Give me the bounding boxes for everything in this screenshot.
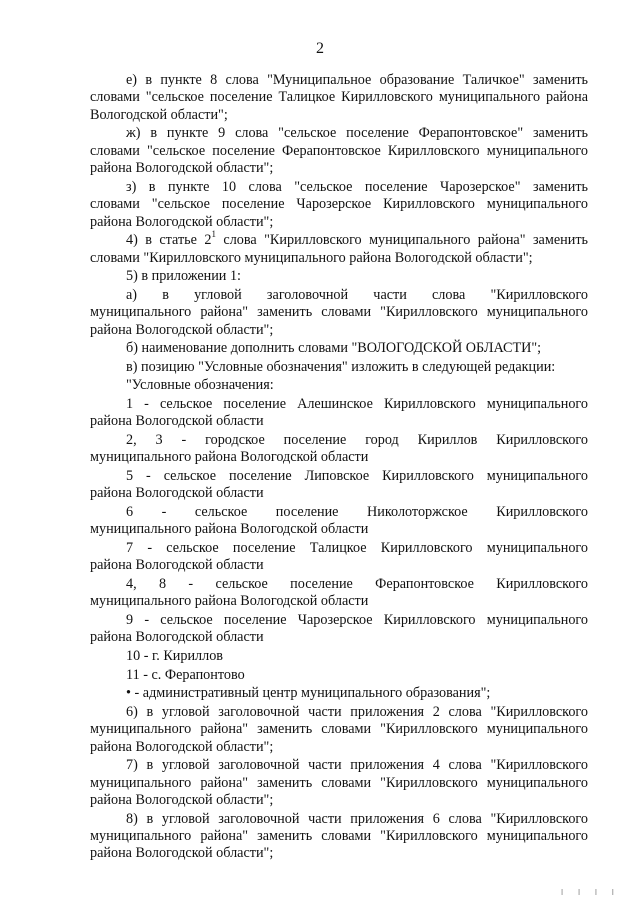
paragraph-5a: а) в угловой заголовочной части слова "Кирилловского муниципального района" заменить словами "Кирилловского муниципального района Вологодской области"; [90, 286, 588, 338]
legend-item-4-8: 4, 8 - сельское поселение Ферапонтовское Кирилловского муниципального района Вологодской области [90, 576, 588, 610]
page-number: 2 [316, 40, 324, 57]
paragraph-5: 5) в приложении 1: [126, 268, 241, 285]
paragraph-8: 8) в угловой заголовочной части приложения 6 слова "Кирилловского муниципального района" заменить словами "Кирилловского муниципального района Вологодской области"; [90, 810, 588, 862]
legend-item-10: 10 - г. Кириллов [126, 648, 224, 664]
paragraph-5b: б) наименование дополнить словами "ВОЛОГОДСКОЙ ОБЛАСТИ"; [126, 340, 542, 357]
paragraph-6: 6) в угловой заголовочной части приложения 2 слова "Кирилловского муниципального района" заменить словами "Кирилловского муниципального района Вологодской области"; [90, 703, 588, 755]
legend-item-6: 6 - сельское поселение Николоторжское Кирилловского муниципального района Вологодской области [90, 504, 588, 538]
paragraph-4: 4) в статье $2^1$ слова "Кирилловского муниципального района" заменить словами "Кирилловского муниципального района Вологодской области"; [90, 229, 588, 266]
legend-item-2-3: 2, 3 - городское поселение город Кириллов Кирилловского муниципального района Вологодской области [90, 432, 588, 466]
legend-item-9: 9 - сельское поселение Чарозерское Кирилловского муниципального района Вологодской области [90, 612, 588, 646]
paragraph-7: 7) в угловой заголовочной части приложения 4 слова "Кирилловского муниципального района" заменить словами "Кирилловского муниципального района Вологодской области"; [90, 757, 588, 808]
legend-item-11: 11 - с. Ферапонтово [126, 666, 245, 683]
document-body [90, 72, 588, 864]
legend-item-7: 7 - сельское поселение Талицкое Кирилловского муниципального района Вологодской области [90, 540, 588, 574]
paragraph-zh: ж) в пункте 9 слова "сельское поселение Ферапонтовское" заменить словами "сельское поселение Ферапонтовское Кирилловского муниципального района Вологодской области"; [90, 125, 588, 177]
paragraph-z: з) в пункте 10 слова "сельское поселение Чарозерское" заменить словами "сельское поселение Чарозерское Кирилловского муниципального района Вологодской области"; [90, 178, 588, 230]
paragraph-5v: в) позицию "Условные обозначения" изложить в следующей редакции: [126, 358, 556, 375]
legend-item-5: 5 - сельское поселение Липовское Кирилловского муниципального района Вологодской области [90, 468, 588, 502]
legend-heading: "Условные обозначения: [126, 377, 274, 394]
legend-item-1: 1 - сельское поселение Алешинское Кирилловского муниципального района Вологодской области [90, 396, 588, 430]
paragraph-e: е) в пункте 8 слова "Муниципальное образование Таличкое" заменить словами "сельское поселение Талицкое Кирилловского муниципального района Вологодской области"; [90, 72, 588, 123]
scan-footer-mark: I I I I [560, 888, 620, 897]
legend-item-admin-center: • - административный центр муниципального образования"; [126, 685, 491, 702]
